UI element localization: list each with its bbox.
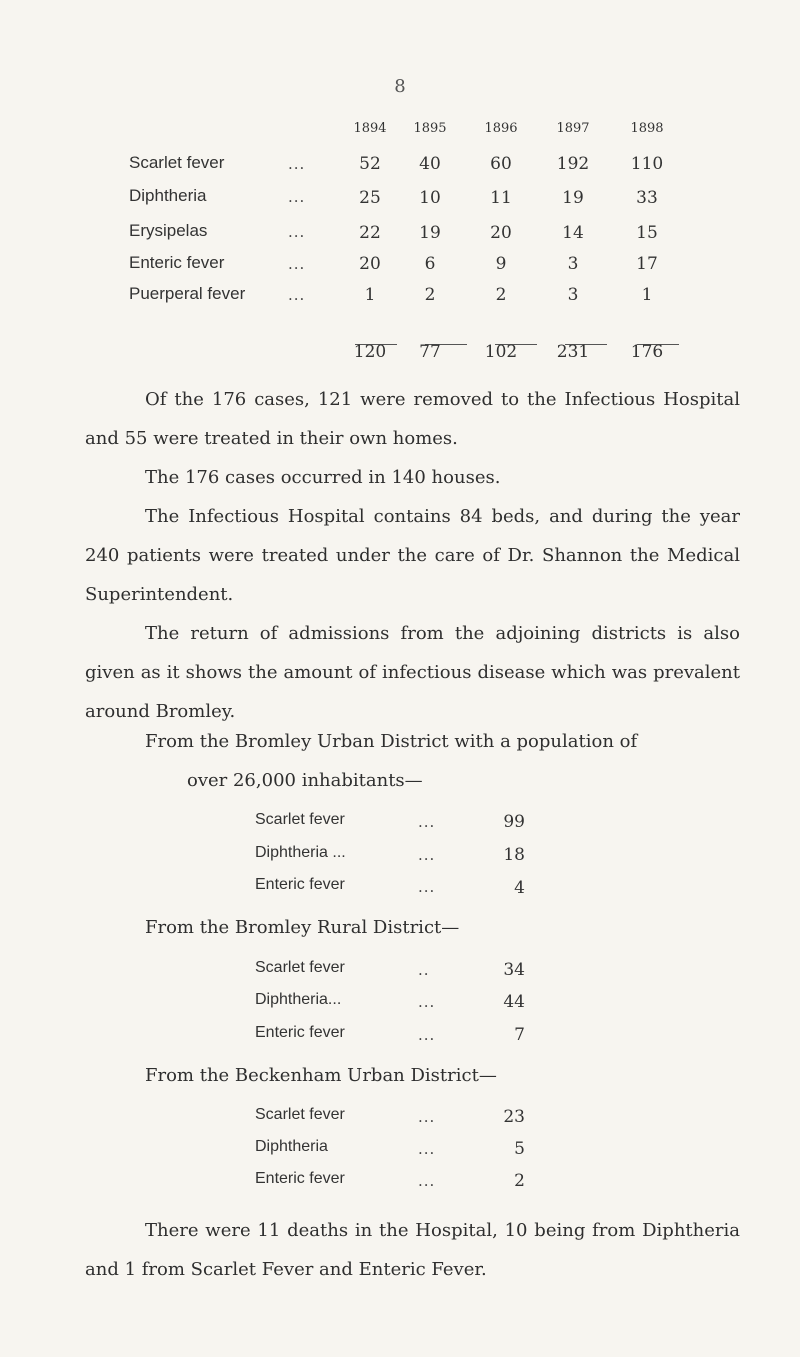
table-cell: 192 (556, 154, 590, 174)
table-cell: 19 (562, 188, 584, 208)
table-cell: 10 (419, 188, 441, 208)
total-cell: 77 (419, 342, 441, 362)
district-item-label: Diphtheria (255, 1138, 328, 1155)
district-item-value: 4 (514, 878, 525, 898)
paragraph-deaths: There were 11 deaths in the Hospital, 10 being from Diphtheria and 1 from Scarlet Fever and Enteric Fever. (85, 1220, 740, 1280)
table-cell: 52 (359, 154, 381, 174)
leader-dots: ... (418, 846, 436, 864)
table-cell: 25 (359, 188, 381, 208)
bromley-urban-heading: From the Bromley Urban District with a population of (145, 731, 638, 752)
district-item-value: 44 (503, 992, 525, 1012)
leader-dots: .. (418, 961, 430, 979)
district-item-label: Diphtheria ... (255, 844, 346, 861)
table-cell: 1 (641, 285, 653, 305)
leader-dots: ... (418, 813, 436, 831)
beckenham-urban-heading: From the Beckenham Urban District— (145, 1065, 497, 1086)
year-header: 1895 (413, 121, 447, 136)
leader-dots: ... (418, 1108, 436, 1126)
table-cell: 14 (562, 223, 584, 243)
paragraph-removals: Of the 176 cases, 121 were removed to the Infectious Hospital and 55 were treated in their own homes. (85, 389, 740, 449)
table-cell: 20 (490, 223, 512, 243)
table-cell: 17 (636, 254, 658, 274)
district-item-label: Enteric fever (255, 1170, 345, 1187)
year-header: 1898 (630, 121, 664, 136)
table-cell: 11 (490, 188, 512, 208)
leader-dots: ... (288, 223, 306, 241)
table-cell: 3 (567, 254, 579, 274)
leader-dots: ... (418, 1172, 436, 1190)
table-cell: 110 (630, 154, 664, 174)
leader-dots: ... (288, 155, 306, 173)
table-cell: 3 (567, 285, 579, 305)
leader-dots: ... (288, 255, 306, 273)
paragraph-houses: The 176 cases occurred in 140 houses. (145, 467, 501, 488)
leader-dots: ... (418, 993, 436, 1011)
paragraph-hospital: The Infectious Hospital contains 84 beds, and during the year 240 patients were treated under the care of Dr. Shannon the Medical Superintendent. (85, 506, 740, 605)
year-header: 1894 (353, 121, 387, 136)
leader-dots: ... (418, 1026, 436, 1044)
district-item-value: 2 (514, 1171, 525, 1191)
row-label: Erysipelas (129, 221, 208, 240)
district-item-value: 5 (514, 1139, 525, 1159)
leader-dots: ... (288, 188, 306, 206)
year-header: 1897 (556, 121, 590, 136)
row-label: Enteric fever (129, 253, 225, 272)
table-cell: 22 (359, 223, 381, 243)
district-item-value: 7 (514, 1025, 525, 1045)
total-cell: 231 (556, 342, 590, 362)
row-label: Scarlet fever (129, 153, 225, 172)
table-cell: 6 (424, 254, 436, 274)
district-item-label: Scarlet fever (255, 959, 345, 976)
paragraph-adjoining: The return of admissions from the adjoining districts is also given as it shows the amount of infectious disease which was prevalent around Bromley. (85, 623, 740, 722)
table-cell: 20 (359, 254, 381, 274)
district-item-value: 18 (503, 845, 525, 865)
leader-dots: ... (418, 1140, 436, 1158)
district-item-label: Scarlet fever (255, 811, 345, 828)
leader-dots: ... (288, 286, 306, 304)
table-cell: 2 (424, 285, 436, 305)
district-item-label: Enteric fever (255, 1024, 345, 1041)
table-cell: 15 (636, 223, 658, 243)
row-label: Puerperal fever (129, 284, 246, 303)
total-cell: 176 (630, 342, 664, 362)
table-cell: 40 (419, 154, 441, 174)
district-item-value: 99 (503, 812, 525, 832)
bromley-rural-heading: From the Bromley Rural District— (145, 917, 460, 938)
bromley-urban-population: over 26,000 inhabitants— (187, 770, 423, 791)
leader-dots: ... (418, 878, 436, 896)
table-cell: 9 (495, 254, 507, 274)
table-cell: 19 (419, 223, 441, 243)
disease-table (0, 0, 800, 380)
district-item-label: Enteric fever (255, 876, 345, 893)
page-number: 8 (394, 76, 406, 97)
district-item-label: Scarlet fever (255, 1106, 345, 1123)
district-item-value: 23 (503, 1107, 525, 1127)
year-header: 1896 (484, 121, 518, 136)
total-cell: 102 (484, 342, 518, 362)
row-label: Diphtheria (129, 186, 207, 205)
table-cell: 2 (495, 285, 507, 305)
district-item-label: Diphtheria... (255, 991, 342, 1008)
district-item-value: 34 (503, 960, 525, 980)
table-cell: 1 (364, 285, 376, 305)
table-cell: 33 (636, 188, 658, 208)
total-cell: 120 (353, 342, 387, 362)
table-cell: 60 (490, 154, 512, 174)
